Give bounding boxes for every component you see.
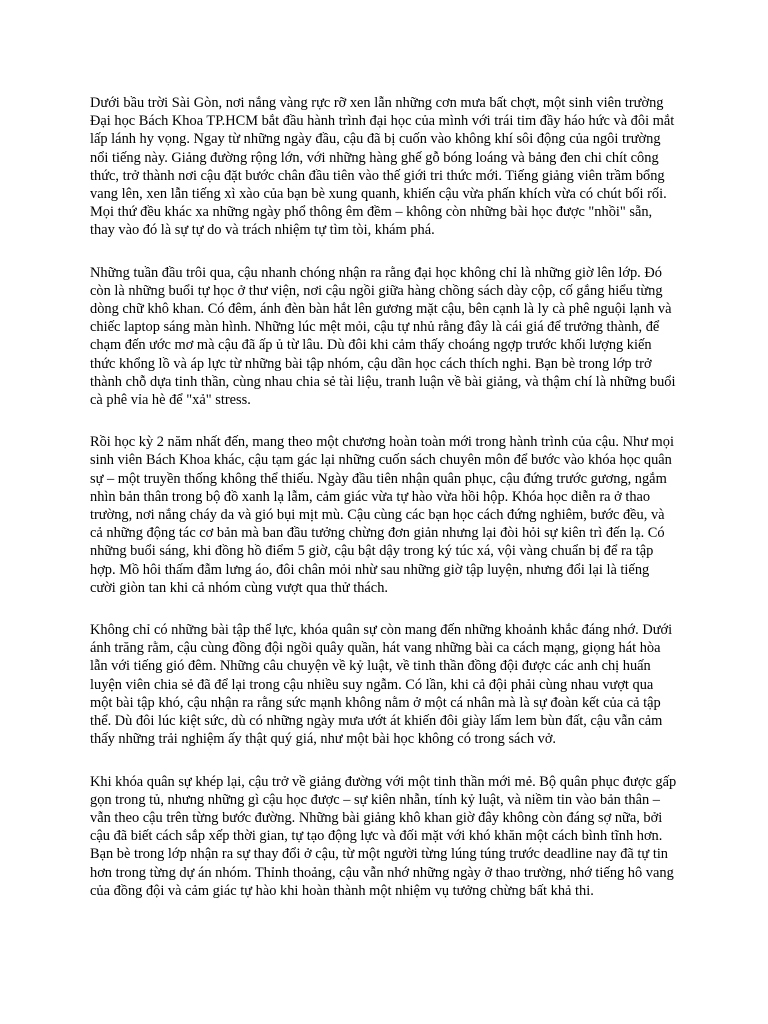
paragraph-3: Rồi học kỳ 2 năm nhất đến, mang theo một chương hoàn toàn mới trong hành trình của cậu. Như mọi sinh viên Bách Khoa khác, cậu tạm gác lại những cuốn sách chuyên môn để bước vào khóa học quân sự – một truyền thống không thể thiếu. Ngày đầu tiên nhận quân phục, cậu đứng trước gương, ngắm nhìn bản thân trong bộ đồ xanh lạ lẫm, cảm giác vừa tự hào vừa hồi hộp. Khóa học diễn ra ở thao trường, nơi nắng cháy da và gió bụi mịt mù. Cậu cùng các bạn học cách đứng nghiêm, bước đều, và cả những động tác cơ bản mà ban đầu tưởng chừng đơn giản nhưng lại đòi hỏi sự kiên trì đến lạ. Có những buổi sáng, khi đồng hồ điểm 5 giờ, cậu bật dậy trong ký túc xá, vội vàng chuẩn bị để ra tập hợp. Mồ hôi thấm đẫm lưng áo, đôi chân mỏi nhừ sau những giờ tập luyện, nhưng đổi lại là tiếng cười giòn tan khi cả nhóm cùng vượt qua thử thách.	[90, 434, 674, 596]
paragraph-4: Không chỉ có những bài tập thể lực, khóa quân sự còn mang đến những khoảnh khắc đáng nhớ. Dưới ánh trăng rằm, cậu cùng đồng đội ngồi quây quần, hát vang những bài ca cách mạng, giọng hát hòa lẫn với tiếng gió đêm. Những câu chuyện về kỷ luật, về tinh thần đồng đội được các anh chị huấn luyện viên chia sẻ đã để lại trong cậu nhiều suy ngẫm. Có lần, khi cả đội phải cùng nhau vượt qua một bài tập khó, cậu nhận ra rằng sức mạnh không nằm ở một cá nhân mà là sự đoàn kết của cả tập thể. Dù đôi lúc kiệt sức, dù có những ngày mưa ướt át khiến đôi giày lấm lem bùn đất, cậu vẫn cảm thấy những trải nghiệm ấy thật quý giá, như một bài học không có trong sách vở.	[90, 622, 673, 748]
paragraph-5: Khi khóa quân sự khép lại, cậu trở về giảng đường với một tinh thần mới mẻ. Bộ quân phục được gấp gọn trong tủ, nhưng những gì cậu học được – sự kiên nhẫn, tính kỷ luật, và niềm tin vào bản thân – vẫn theo cậu trên từng bước đường. Những bài giảng khô khan giờ đây không còn đáng sợ nữa, bởi cậu đã biết cách sắp xếp thời gian, tự tạo động lực và đối mặt với khó khăn một cách bình tĩnh hơn. Bạn bè trong lớp nhận ra sự thay đổi ở cậu, từ một người từng lúng túng trước deadline nay đã tự tin hơn trong từng dự án nhóm. Thỉnh thoảng, cậu vẫn nhớ những ngày ở thao trường, nhớ tiếng hô vang của đồng đội và cảm giác tự hào khi hoàn thành một nhiệm vụ tưởng chừng bất khả thi.	[90, 773, 677, 899]
paragraph-1: Dưới bầu trời Sài Gòn, nơi nắng vàng rực rỡ xen lẫn những cơn mưa bất chợt, một sinh viên trường Đại học Bách Khoa TP.HCM bắt đầu hành trình đại học của mình với trái tim đầy háo hức và đôi mắt lấp lánh hy vọng. Ngay từ những ngày đầu, cậu đã bị cuốn vào không khí sôi động của ngôi trường nổi tiếng này. Giảng đường rộng lớn, với những hàng ghế gỗ bóng loáng và bảng đen chi chít công thức, trở thành nơi cậu đặt bước chân đầu tiên vào thế giới tri thức mới. Tiếng giảng viên trầm bổng vang lên, xen lẫn tiếng xì xào của bạn bè xung quanh, khiến cậu vừa phấn khích vừa có chút bối rối. Mọi thứ đều khác xa những ngày phổ thông êm đềm – không còn những bài học được "nhồi" sẵn, thay vào đó là sự tự do và trách nhiệm tự tìm tòi, khám phá.	[90, 95, 675, 239]
paragraph-2: Những tuần đầu trôi qua, cậu nhanh chóng nhận ra rằng đại học không chỉ là những giờ lên lớp. Đó còn là những buổi tự học ở thư viện, nơi cậu ngồi giữa hàng chồng sách dày cộp, cố gắng hiểu từng dòng chữ khô khan. Có đêm, ánh đèn bàn hắt lên gương mặt cậu, bên cạnh là ly cà phê nguội lạnh và chiếc laptop sáng màn hình. Những lúc mệt mỏi, cậu tự nhủ rằng đây là cái giá để trưởng thành, để chạm đến ước mơ mà cậu đã ấp ủ từ lâu. Dù đôi khi cảm thấy choáng ngợp trước khối lượng kiến thức khổng lồ và áp lực từ những bài tập nhóm, cậu dần học cách thích nghi. Bạn bè trong lớp trở thành chỗ dựa tinh thần, cùng nhau chia sẻ tài liệu, tranh luận về bài giảng, và thậm chí là những buổi cà phê vỉa hè để "xả" stress.	[90, 264, 676, 409]
